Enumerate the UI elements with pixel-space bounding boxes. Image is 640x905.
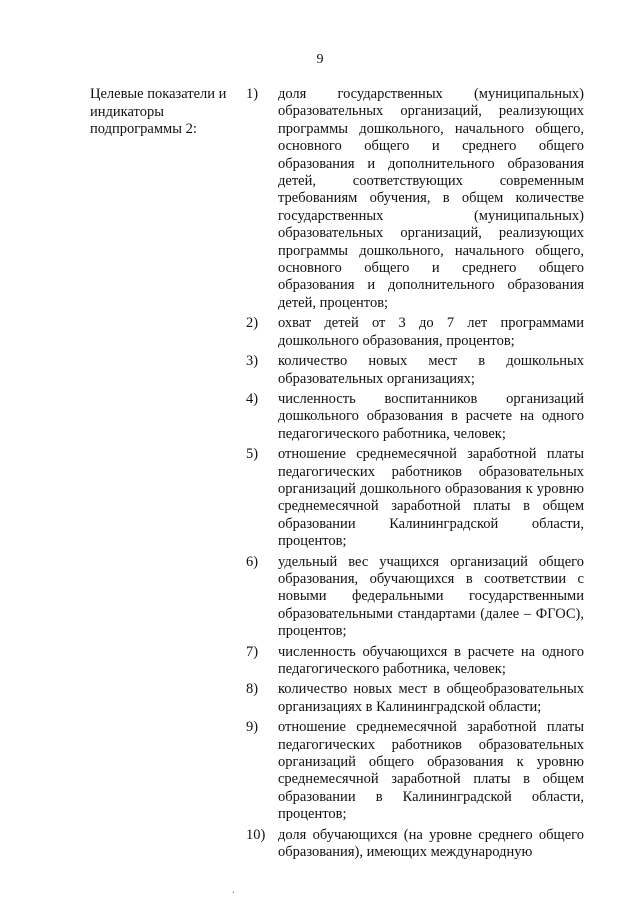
item-text: количество новых мест в дошкольных образовательных организациях; — [278, 353, 584, 387]
item-text: удельный вес учащихся организаций общего образования, обучающихся в соответствии с новыми федеральными государственными образовательными стандартами (далее – ФГОС), процентов; — [278, 553, 584, 640]
page-number: 9 — [316, 52, 324, 67]
item-number: 1) — [246, 86, 259, 102]
item-number: 7) — [246, 643, 259, 660]
item-text: численность воспитанников организаций дошкольного образования в расчете на одного педагогического работника, человек; — [278, 390, 584, 442]
item-number: 8) — [246, 681, 259, 698]
scan-speck: . — [232, 885, 235, 896]
list-item — [246, 446, 584, 550]
item-text: доля государственных (муниципальных) образовательных организаций, реализующих программы дошкольного, начального общего, основного общего и среднего общего образования и дополнительного образования детей, соответствующих современным требованиям обучения, в общем количестве государственных (муниципальных) образовательных организаций, реализующих программы дошкольного, начального общего, основного общего и среднего общего образования и дополнительного образования детей, процентов; — [278, 86, 584, 311]
item-number: 9) — [246, 719, 259, 736]
list-item — [246, 644, 584, 679]
indicator-list — [246, 86, 584, 864]
item-text: численность обучающихся в расчете на одного педагогического работника, человек; — [278, 643, 584, 677]
section-label: Целевые показатели и индикаторы подпрограммы 2: — [90, 86, 227, 137]
item-text: отношение среднемесячной заработной платы педагогических работников образовательных организаций общего образования к уровню среднемесячной заработной платы в общем образовании в Калининградской области, процентов; — [278, 719, 584, 823]
list-item — [246, 86, 584, 312]
list-item — [246, 719, 584, 823]
item-number: 3) — [246, 353, 259, 370]
item-text: доля обучающихся (на уровне среднего общего образования), имеющих международную — [278, 826, 584, 861]
item-text: количество новых мест в общеобразовательных организациях в Калининградской области; — [278, 681, 584, 715]
item-text: отношение среднемесячной заработной платы педагогических работников образовательных организаций дошкольного образования к уровню среднемесячной заработной платы в общем образовании Калининградской области, процентов; — [278, 446, 584, 550]
item-number: 10) — [246, 826, 266, 843]
item-number: 5) — [246, 446, 259, 463]
list-item — [246, 827, 584, 862]
item-number: 6) — [246, 553, 259, 570]
list-item — [246, 391, 584, 443]
list-item — [246, 353, 584, 388]
item-number: 2) — [246, 315, 259, 332]
item-text: охват детей от 3 до 7 лет программами дошкольного образования, процентов; — [278, 315, 584, 349]
list-item — [246, 681, 584, 716]
list-item — [246, 554, 584, 641]
list-item — [246, 315, 584, 350]
item-number: 4) — [246, 390, 259, 407]
